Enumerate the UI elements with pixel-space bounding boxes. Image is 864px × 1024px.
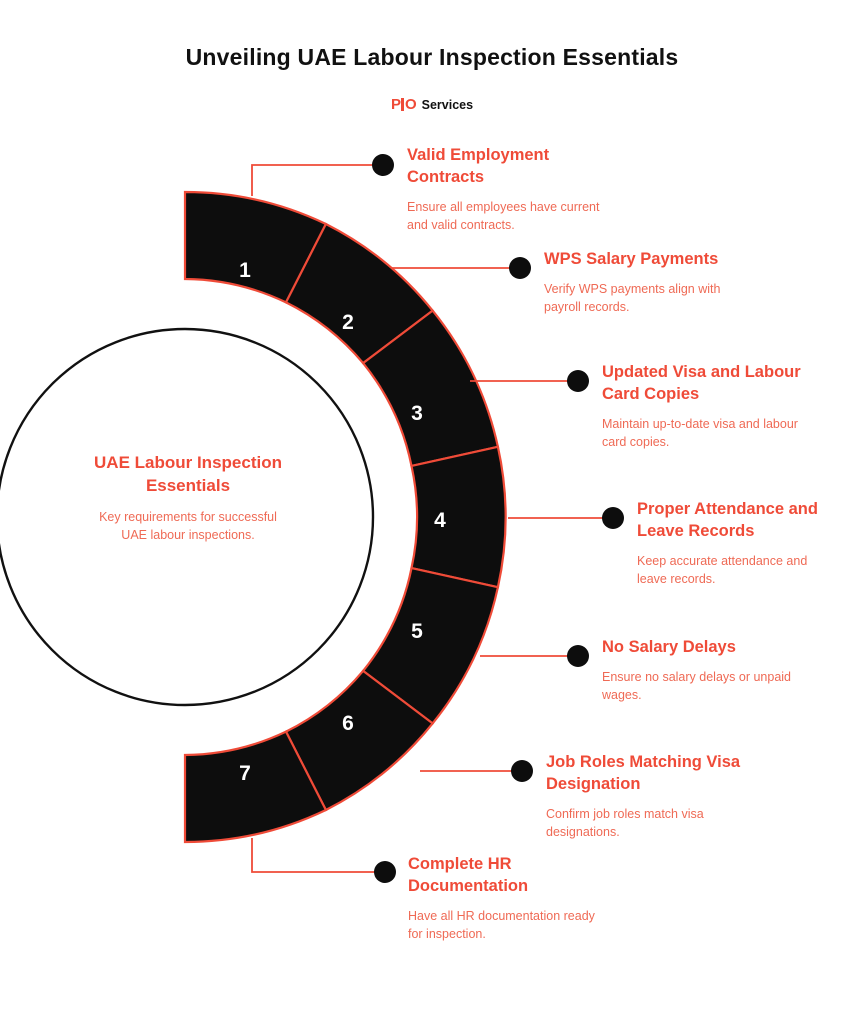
item-6-description: Confirm job roles match visa designations. [546,806,704,839]
segment-number-6: 6 [342,712,354,735]
item-3 [602,362,817,451]
item-2 [544,249,749,316]
dot-2 [509,257,531,279]
item-4-description: Keep accurate attendance and leave records. [637,553,808,586]
item-1-title: Valid Employment Contracts [407,146,550,186]
dot-6 [511,760,533,782]
dot-4 [602,507,624,529]
center-title: UAE Labour Inspection Essentials [94,453,282,495]
item-5 [602,637,802,704]
item-2-description: Verify WPS payments align with payroll records. [544,281,721,314]
item-6-title: Job Roles Matching Visa Designation [546,753,741,793]
item-7-title: Complete HR Documentation [408,855,529,895]
dot-3 [567,370,589,392]
segment-number-2: 2 [342,311,354,334]
item-7-description: Have all HR documentation ready for inspection. [408,908,595,941]
segment-number-5: 5 [411,620,423,643]
segment-number-1: 1 [239,259,251,282]
dot-5 [567,645,589,667]
dot-7 [374,861,396,883]
item-2-title: WPS Salary Payments [544,250,719,268]
brand-mark: P O [390,96,416,113]
item-5-title: No Salary Delays [602,638,736,656]
item-7 [408,854,608,943]
item-4-title: Proper Attendance and Leave Records [637,500,818,540]
center-label [88,452,288,544]
item-3-title: Updated Visa and Labour Card Copies [602,363,801,403]
brand-word: Services [421,97,474,112]
center-description: Key requirements for successful UAE labour inspections. [99,509,277,542]
connector-7 [252,838,377,872]
item-1-description: Ensure all employees have current and valid contracts. [407,199,600,232]
segment-number-3: 3 [411,402,423,425]
page-title: Unveiling UAE Labour Inspection Essentials [185,44,679,70]
item-5-description: Ensure no salary delays or unpaid wages. [602,669,792,702]
item-4 [637,499,837,588]
segment-4 [412,447,506,587]
segment-number-4: 4 [434,509,446,532]
item-6 [546,752,746,841]
item-1 [407,145,622,234]
connector-1 [252,165,375,196]
dot-1 [372,154,394,176]
segment-number-7: 7 [239,762,251,785]
item-3-description: Maintain up-to-date visa and labour card copies. [602,416,798,449]
